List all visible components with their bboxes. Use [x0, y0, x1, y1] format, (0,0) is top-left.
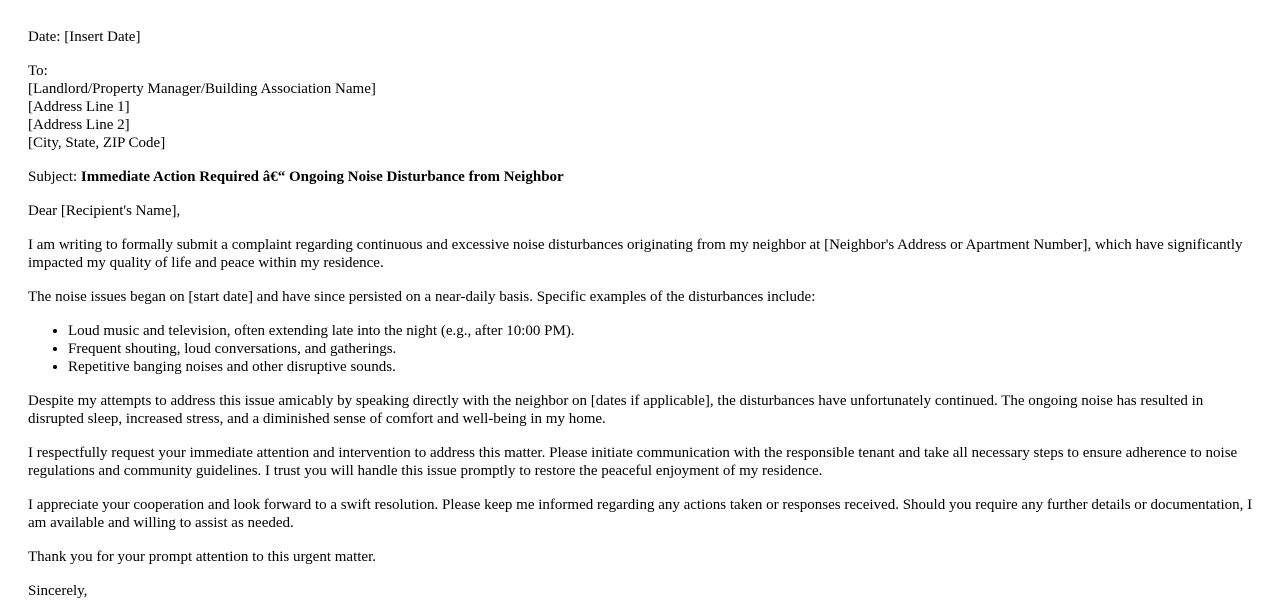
list-item: • Frequent shouting, loud conversations, and gatherings. — [68, 340, 1253, 358]
subject-text: Immediate Action Required â€“ Ongoing Noise Disturbance from Neighbor — [80, 169, 564, 185]
subject-label: Subject: — [28, 169, 81, 185]
attempts-paragraph: Despite my attempts to address this issue amicably by speaking directly with the neighbor on [dates if applicable], the disturbances have unfortunately continued. The ongoing noise has resulted in disrupted sleep, increased stress, and a diminished sense of comfort and well-being in my home. — [28, 393, 1204, 427]
thank-you-line: Thank you for your prompt attention to this urgent matter. — [28, 549, 376, 565]
address-line-1: [Address Line 1] — [28, 99, 130, 115]
list-item: • Loud music and television, often extending late into the night (e.g., after 10:00 PM). — [68, 322, 1253, 340]
salutation: Dear [Recipient's Name], — [28, 203, 181, 219]
complaint-letter — [28, 28, 1253, 616]
disturbance-list — [28, 322, 1253, 376]
recipient-name-line: [Landlord/Property Manager/Building Association Name] — [28, 81, 376, 97]
complaint-paragraph: I am writing to formally submit a complaint regarding continuous and excessive noise disturbances originating from my neighbor at [Neighbor's Address or Apartment Number], which have significantly impacted my quality of life and peace within my residence. — [28, 237, 1243, 271]
subject-line — [28, 168, 1253, 186]
list-item: • Repetitive banging noises and other disruptive sounds. — [68, 358, 1253, 376]
request-paragraph: I respectfully request your immediate attention and intervention to address this matter. Please initiate communication with the responsible tenant and take all necessary steps to ensure adherence to noise regulations and community guidelines. I trust you will handle this issue promptly to restore the peaceful enjoyment of my residence. — [28, 445, 1238, 479]
appreciation-paragraph: I appreciate your cooperation and look forward to a swift resolution. Please keep me informed regarding any actions taken or responses received. Should you require any further details or documentation, I am available and willing to assist as needed. — [28, 497, 1253, 531]
city-state-zip-line: [City, State, ZIP Code] — [28, 135, 166, 151]
to-label: To: — [28, 63, 48, 79]
date-line: Date: [Insert Date] — [28, 29, 141, 45]
closing-line: Sincerely, — [28, 583, 88, 599]
address-line-2: [Address Line 2] — [28, 117, 130, 133]
recipient-address-block — [28, 62, 1253, 152]
noise-history-paragraph: The noise issues began on [start date] and have since persisted on a near-daily basis. Specific examples of the disturbances include: — [28, 289, 816, 305]
